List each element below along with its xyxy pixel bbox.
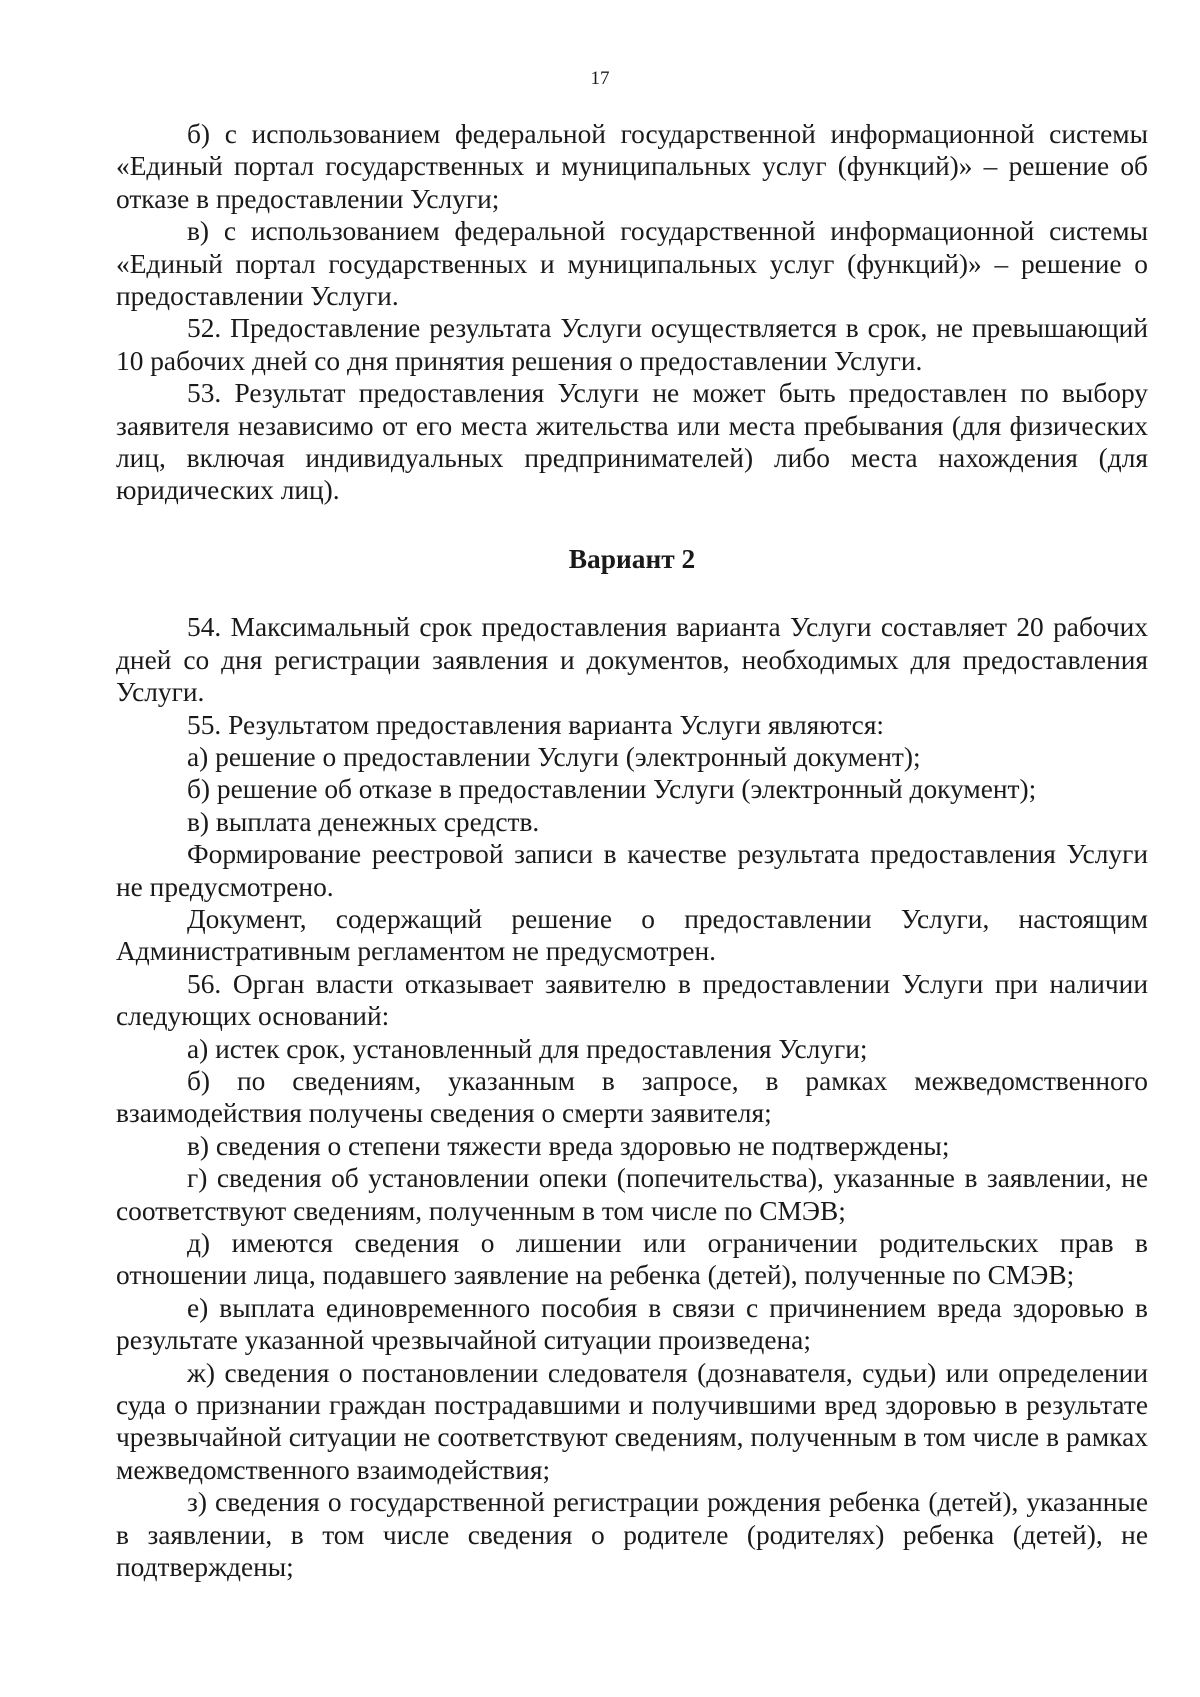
paragraph: з) сведения о государственной регистрации рождения ребенка (детей), указанные в заявлении, в том числе сведения о родителе (родителях) ребенка (детей), не подтверждены;: [116, 1487, 1148, 1583]
paragraph: 53. Результат предоставления Услуги не может быть предоставлен по выбору заявителя независимо от его места жительства или места пребывания (для физических лиц, включая индивидуальных предпринимателей) либо места нахождения (для юридических лиц).: [116, 378, 1148, 506]
paragraph: а) истек срок, установленный для предоставления Услуги;: [187, 1033, 868, 1064]
paragraph: в) сведения о степени тяжести вреда здоровью не подтверждены;: [187, 1130, 950, 1161]
paragraph: Формирование реестровой записи в качестве результата предоставления Услуги не предусмотрено.: [116, 839, 1148, 902]
paragraph: ж) сведения о постановлении следователя (дознавателя, судьи) или определении суда о признании граждан пострадавшими и получившими вред здоровью в результате чрезвычайной ситуации не соответствуют сведениям, полученным в том числе в рамках межведомственного взаимодействия;: [116, 1357, 1148, 1485]
paragraph: 56. Орган власти отказывает заявителю в предоставлении Услуги при наличии следующих оснований:: [116, 968, 1148, 1032]
paragraph: в) выплата денежных средств.: [187, 806, 540, 837]
paragraph: г) сведения об установлении опеки (попечительства), указанные в заявлении, не соответствуют сведениям, полученным в том числе по СМЭВ;: [116, 1163, 1148, 1226]
paragraph: д) имеются сведения о лишении или ограничении родительских прав в отношении лица, подавшего заявление на ребенка (детей), полученные по СМЭВ;: [116, 1228, 1148, 1291]
page-number: 17: [590, 68, 610, 89]
paragraph: 54. Максимальный срок предоставления варианта Услуги составляет 20 рабочих дней со дня регистрации заявления и документов, необходимых для предоставления Услуги.: [116, 612, 1148, 708]
paragraph: Документ, содержащий решение о предоставлении Услуги, настоящим Административным регламентом не предусмотрен.: [116, 903, 1148, 967]
paragraph: б) с использованием федеральной государственной информационной системы «Единый портал государственных и муниципальных услуг (функций)» – решение об отказе в предоставлении Услуги;: [116, 119, 1148, 214]
paragraph: 52. Предоставление результата Услуги осуществляется в срок, не превышающий 10 рабочих дней со дня принятия решения о предоставлении Услуги.: [116, 313, 1148, 376]
paragraph: б) по сведениям, указанным в запросе, в рамках межведомственного взаимодействия получены сведения о смерти заявителя;: [116, 1065, 1148, 1129]
paragraph: в) с использованием федеральной государственной информационной системы «Единый портал государственных и муниципальных услуг (функций)» – решение о предоставлении Услуги.: [116, 216, 1148, 312]
paragraph: 55. Результатом предоставления варианта Услуги являются:: [187, 709, 885, 740]
paragraph: б) решение об отказе в предоставлении Услуги (электронный документ);: [187, 774, 1037, 805]
paragraph: а) решение о предоставлении Услуги (электронный документ);: [187, 741, 921, 772]
paragraph: е) выплата единовременного пособия в связи с причинением вреда здоровью в результате указанной чрезвычайной ситуации произведена;: [116, 1292, 1148, 1356]
document-body: [116, 118, 1148, 1583]
section-heading: Вариант 2: [568, 543, 696, 574]
